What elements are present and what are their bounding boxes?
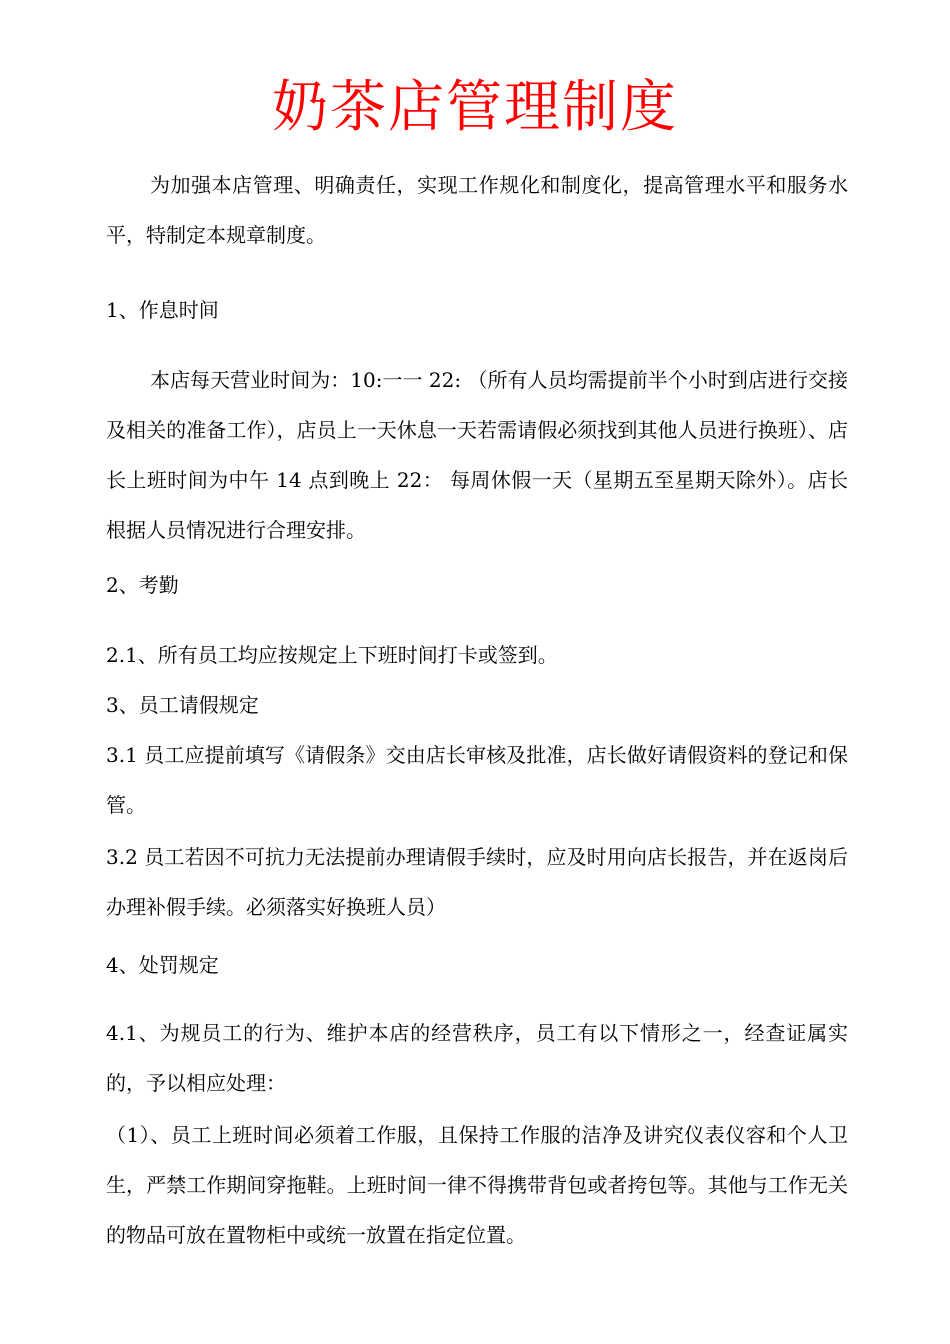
clause-4-1-item-1: （1）、员工上班时间必须着工作服，且保持工作服的洁净及讲究仪表仪容和个人卫生，严禁工作期间穿拖鞋。上班时间一律不得携带背包或者挎包等。其他与工作无关的物品可放在置物柜中或统一放置在指定位置。 [106, 1123, 848, 1247]
document-title: 奶茶店管理制度 [272, 75, 678, 140]
clause-3-1: 3.1 员工应提前填写《请假条》交由店长审核及批准，店长做好请假资料的登记和保管。 [106, 743, 848, 817]
section-heading-3: 3、员工请假规定 [106, 693, 259, 717]
hours-paragraph: 本店每天营业时间为：10:一一 22: （所有人员均需提前半个小时到店进行交接及相关的准备工作），店员上一天休息一天若需请假必须找到其他人员进行换班）、店长上班时间为中午 14 点到晚上 22： 每周休假一天（星期五至星期天除外）。店长根据人员情况进行合理安排。 [106, 368, 848, 542]
section-heading-4: 4、处罚规定 [106, 953, 219, 977]
section-heading-2: 2、考勤 [106, 573, 179, 597]
section-heading-1: 1、作息时间 [106, 298, 219, 322]
intro-paragraph: 为加强本店管理、明确责任，实现工作规化和制度化，提高管理水平和服务水平，特制定本规章制度。 [106, 173, 848, 247]
clause-3-2: 3.2 员工若因不可抗力无法提前办理请假手续时，应及时用向店长报告，并在返岗后办理补假手续。必须落实好换班人员） [106, 845, 848, 919]
clause-4-1: 4.1、为规员工的行为、维护本店的经营秩序，员工有以下情形之一，经查证属实的，予以相应处理： [106, 1021, 848, 1095]
clause-2-1: 2.1、所有员工均应按规定上下班时间打卡或签到。 [106, 643, 558, 667]
